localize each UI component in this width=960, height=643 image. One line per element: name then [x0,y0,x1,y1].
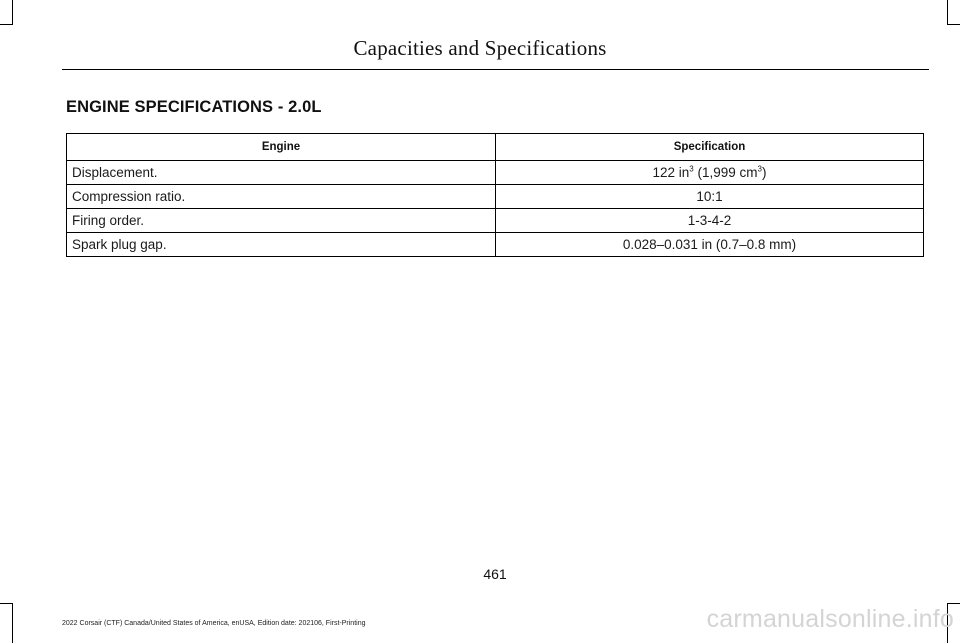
engine-spec-table [66,133,924,257]
column-header-specification: Specification [496,134,924,161]
superscript: 3 [689,164,694,174]
cell-specification: 1-3-4-2 [496,209,924,233]
cell-engine: Displacement. [67,161,496,185]
table-header-row [67,134,924,161]
crop-mark-bottom-right-horizontal [947,603,960,604]
crop-mark-top-left-horizontal [0,24,13,25]
page-header-title: Capacities and Specifications [353,36,607,60]
superscript: 3 [757,164,762,174]
crop-mark-bottom-left-vertical [12,603,13,643]
crop-mark-top-right-vertical [947,0,948,25]
watermark: carmanualsonline.info [706,605,954,633]
spec-text: ) [761,165,767,180]
cell-specification: 10:1 [496,185,924,209]
cell-specification: 0.028–0.031 in (0.7–0.8 mm) [496,233,924,257]
table-row [67,185,924,209]
spec-text: (1,999 cm [693,165,758,180]
section-heading: ENGINE SPECIFICATIONS - 2.0L [66,98,322,116]
cell-engine: Firing order. [67,209,496,233]
table-row [67,161,924,185]
crop-mark-bottom-left-horizontal [0,603,13,604]
cell-engine: Compression ratio. [67,185,496,209]
page-number: 461 [483,566,507,582]
table-row [67,209,924,233]
header-divider [62,69,929,70]
spec-text: 122 in [652,165,690,180]
column-header-engine: Engine [67,134,496,161]
cell-specification [496,161,924,185]
table-row [67,233,924,257]
crop-mark-top-right-horizontal [947,24,960,25]
crop-mark-top-left-vertical [12,0,13,25]
edition-footer: 2022 Corsair (CTF) Canada/United States of America, enUSA, Edition date: 202106, First-Printing [62,620,366,627]
cell-engine: Spark plug gap. [67,233,496,257]
